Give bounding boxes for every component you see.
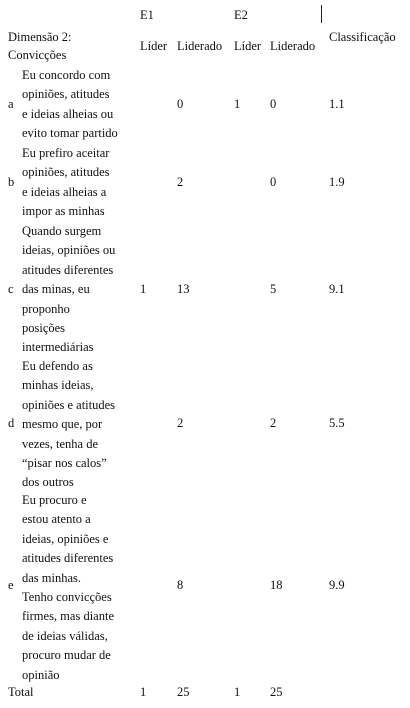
col-header-classificacao: Classificação: [329, 30, 396, 44]
row-text-line: posições: [22, 321, 66, 336]
row-text-line: opinião: [22, 667, 60, 682]
row-text-line: atitudes diferentes: [22, 551, 114, 566]
row-text-line: opiniões e atitudes: [22, 397, 116, 412]
total-e1-lider: 1: [140, 685, 147, 699]
cell-e1-liderado: 13: [177, 282, 190, 296]
row-text-line: minhas ideias,: [22, 378, 94, 393]
cell-e2-liderado: 2: [270, 416, 277, 430]
row-text-line: “pisar nos calos”: [22, 456, 107, 471]
row-text-line: vezes, tenha de: [22, 436, 99, 451]
row-text-line: ideias, opiniões ou: [22, 243, 116, 258]
row-text-line: proponho: [22, 301, 70, 316]
cell-e2-liderado: 0: [270, 175, 277, 189]
cell-e1-liderado: 2: [177, 175, 184, 189]
col-header-e2-lider: Líder: [234, 39, 262, 53]
row-text-line: estou atento a: [22, 512, 91, 527]
header-divider: [321, 5, 322, 23]
row-text-line: e ideias alheias a: [22, 184, 107, 199]
cell-grid: 9.9: [329, 578, 345, 592]
col-header-e1-liderado: Liderado: [177, 39, 223, 53]
row-text: [22, 222, 140, 358]
row-key: c: [8, 282, 14, 296]
row-text-line: mesmo que, por: [22, 417, 103, 432]
cell-grid: 5.5: [329, 416, 345, 430]
col-header-e2-liderado: Liderado: [270, 39, 316, 53]
cell-grid: 1.9: [329, 175, 345, 189]
row-text-line: procuro mudar de: [22, 648, 111, 663]
row-text-line: das minas, eu: [22, 282, 90, 297]
row-text-line: opiniões, atitudes: [22, 87, 110, 102]
dimension-subtitle: Convicções: [8, 48, 67, 62]
row-text-line: dos outros: [22, 475, 74, 490]
row-key: d: [8, 416, 15, 430]
group-header-e1: E1: [140, 8, 154, 22]
row-text-line: ideias, opiniões e: [22, 531, 109, 546]
row-text-line: de ideias válidas,: [22, 628, 108, 643]
row-text-line: das minhas.: [22, 570, 82, 585]
row-key: b: [8, 175, 15, 189]
row-text-line: e ideias alheias ou: [22, 106, 114, 121]
row-text-line: intermediárias: [22, 340, 94, 355]
row-text-line: Eu defendo as: [22, 359, 93, 373]
total-e2-lider: 1: [234, 685, 241, 699]
row-text-line: impor as minhas: [22, 204, 105, 219]
cell-grid: 9.1: [329, 282, 345, 296]
cell-e1-liderado: 8: [177, 578, 184, 592]
total-e2-liderado: 25: [270, 685, 283, 699]
cell-e2-lider: 1: [234, 97, 241, 111]
cell-e1-liderado: 0: [177, 97, 184, 111]
cell-e2-liderado: 5: [270, 282, 277, 296]
dimension-title: Dimensão 2:: [8, 30, 72, 44]
total-e1-liderado: 25: [177, 685, 190, 699]
row-text-line: Eu prefiro aceitar: [22, 146, 110, 160]
row-key: e: [8, 578, 14, 592]
row-key: a: [8, 97, 14, 111]
row-text-line: Tenho convicções: [22, 590, 112, 605]
cell-grid: 1.1: [329, 97, 345, 111]
cell-e2-liderado: 18: [270, 578, 283, 592]
cell-e2-liderado: 0: [270, 97, 277, 111]
row-text: [22, 66, 140, 144]
row-text-line: evito tomar partido: [22, 126, 118, 141]
col-header-e1-lider: Líder: [140, 39, 168, 53]
row-text-line: Quando surgem: [22, 224, 102, 238]
cell-e1-liderado: 2: [177, 416, 184, 430]
row-text-line: Eu procuro e: [22, 493, 87, 507]
row-text-line: atitudes diferentes: [22, 262, 114, 277]
total-label: Total: [8, 685, 34, 699]
row-text: [22, 144, 140, 222]
row-text-line: Eu concordo com: [22, 68, 111, 82]
row-text: [22, 491, 140, 685]
row-text: [22, 357, 140, 493]
row-text-line: firmes, mas diante: [22, 609, 114, 624]
group-header-e2: E2: [234, 8, 248, 22]
cell-e1-lider: 1: [140, 282, 147, 296]
row-text-line: opiniões, atitudes: [22, 165, 110, 180]
